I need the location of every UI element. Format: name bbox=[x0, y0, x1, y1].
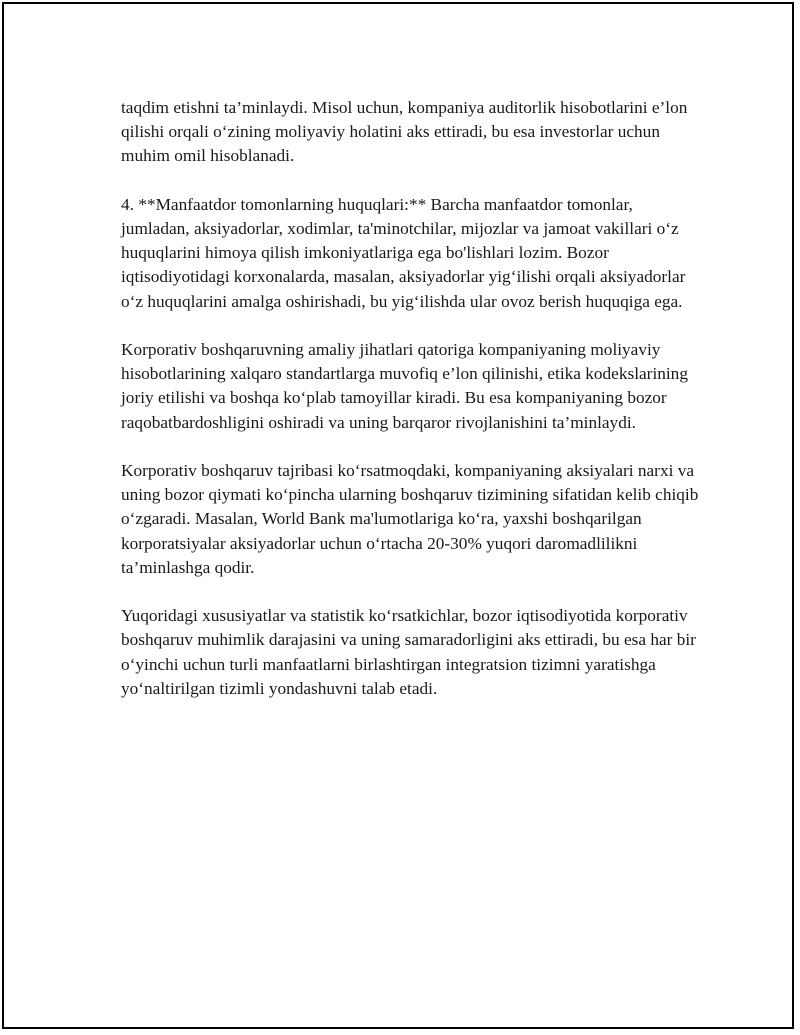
document-body bbox=[121, 96, 701, 725]
paragraph-disclosure: taqdim etishni ta’minlaydi. Misol uchun, kompaniya auditorlik hisobotlarini e’lon qilishi orqali o‘zining moliyaviy holatini aks ettiradi, bu esa investorlar uchun muhim omil hisoblanadi. bbox=[121, 98, 688, 166]
paragraph-conclusion: Yuqoridagi xususiyatlar va statistik ko‘rsatkichlar, bozor iqtisodiyotida korporativ boshqaruv muhimlik darajasini va uning samaradorligini aks ettiradi, bu esa har bir o‘yinchi uchun turli manfaatlarni birlashtirgan integratsion tizimni yaratishga yo‘naltirilgan tizimli yondashuvni talab etadi. bbox=[121, 606, 696, 698]
paragraph-governance-experience: Korporativ boshqaruv tajribasi ko‘rsatmoqdaki, kompaniyaning aksiyalari narxi va uning bozor qiymati ko‘pincha ularning boshqaruv tizimining sifatidan kelib chiqib o‘zgaradi. Masalan, World Bank ma'lumotlariga ko‘ra, yaxshi boshqarilgan korporatsiyalar aksiyadorlar uchun o‘rtacha 20-30% yuqori daromadlilikni ta’minlashga qodir. bbox=[121, 461, 699, 577]
paragraph-stakeholder-rights: 4. **Manfaatdor tomonlarning huquqlari:** Barcha manfaatdor tomonlar, jumladan, aksiyadorlar, xodimlar, ta'minotchilar, mijozlar va jamoat vakillari o‘z huquqlarini himoya qilish imkoniyatlariga ega bo'lishlari lozim. Bozor iqtisodiyotidagi korxonalarda, masalan, aksiyadorlar yig‘ilishi orqali aksiyadorlar o‘z huquqlarini amalga oshirishadi, bu yig‘ilishda ular ovoz berish huquqiga ega. bbox=[121, 194, 686, 311]
paragraph-practical-aspects: Korporativ boshqaruvning amaliy jihatlari qatoriga kompaniyaning moliyaviy hisobotlarining xalqaro standartlarga muvofiq e’lon qilinishi, etika kodekslarining joriy etilishi va boshqa ko‘plab tamoyillar kiradi. Bu esa kompaniyaning bozor raqobatbardoshligini oshiradi va uning barqaror rivojlanishini ta’minlaydi. bbox=[121, 340, 688, 432]
page-frame bbox=[2, 2, 794, 1029]
